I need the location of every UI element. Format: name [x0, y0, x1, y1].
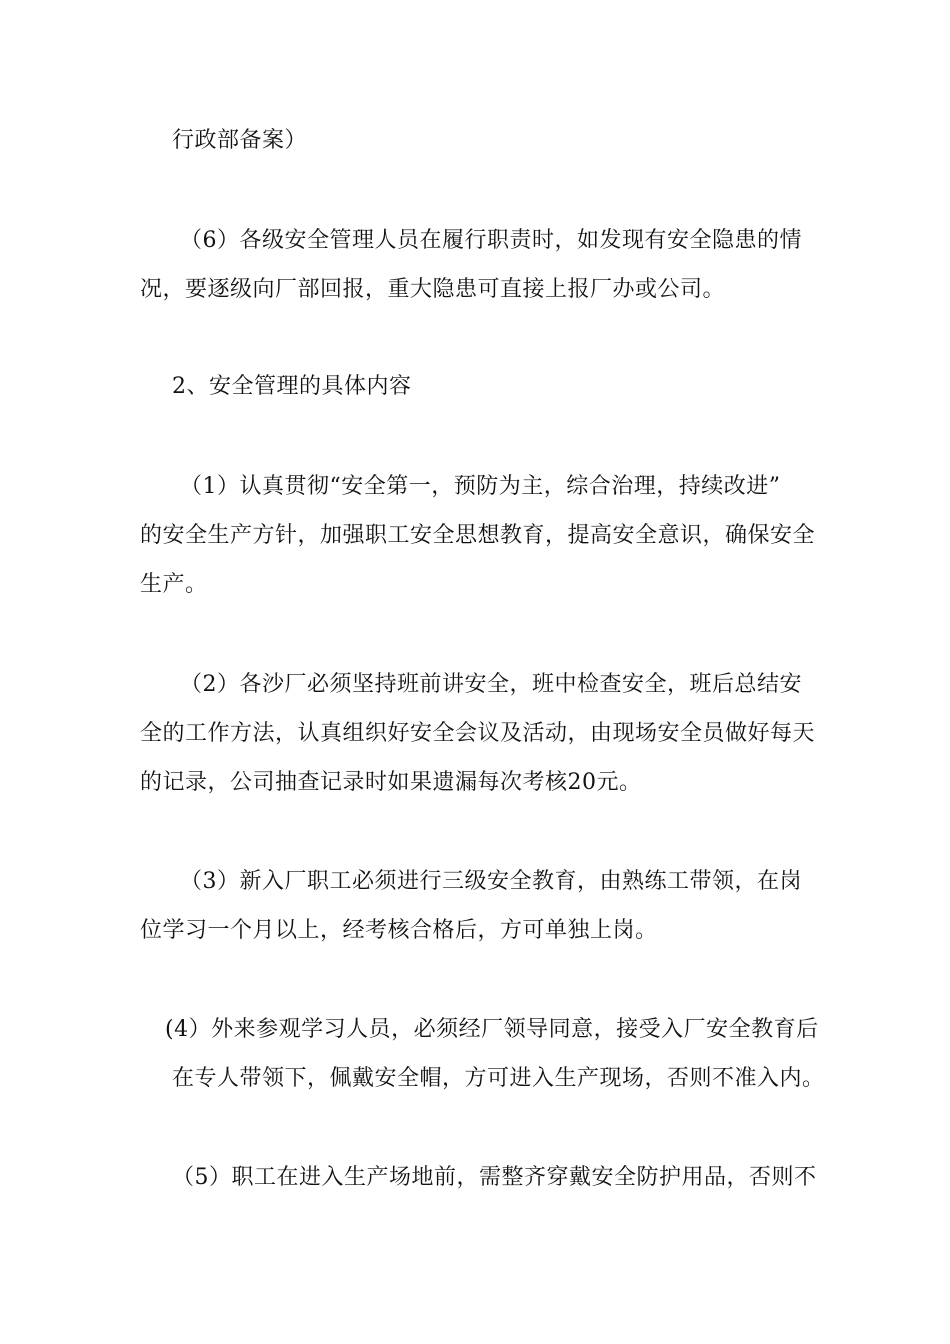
text-line-11: （3）新入厂职工必须进行三级安全教育，由熟练工带领，在岗	[180, 869, 802, 894]
text-line-6: 的安全生产方针，加强职工安全思想教育，提高安全意识，确保安全	[140, 523, 816, 548]
text-line-10: 的记录，公司抽查记录时如果遗漏每次考核20元。	[140, 770, 642, 795]
section-heading: 2、安全管理的具体内容	[172, 374, 412, 399]
text-line-15: （5）职工在进入生产场地前，需整齐穿戴安全防护用品，否则不	[172, 1165, 817, 1190]
text-line-9: 全的工作方法，认真组织好安全会议及活动，由现场安全员做好每天	[140, 721, 816, 746]
text-line-1: 行政部备案）	[172, 128, 308, 153]
text-line-14: 在专人带领下，佩戴安全帽，方可进入生产现场，否则不准入内。	[172, 1066, 825, 1091]
text-line-13: (4）外来参观学习人员，必须经厂领导同意，接受入厂安全教育后	[165, 1017, 819, 1042]
text-line-5: （1）认真贯彻“安全第一，预防为主，综合治理，持续改进”	[180, 474, 781, 499]
text-line-8: （2）各沙厂必须坚持班前讲安全，班中检查安全，班后总结安	[180, 672, 802, 697]
text-line-7: 生产。	[140, 572, 208, 597]
text-line-12: 位学习一个月以上，经考核合格后，方可单独上岗。	[140, 918, 658, 943]
text-line-3: 况，要逐级向厂部回报，重大隐患可直接上报厂办或公司。	[140, 277, 726, 302]
text-line-2: （6）各级安全管理人员在履行职责时，如发现有安全隐患的情	[180, 228, 802, 253]
